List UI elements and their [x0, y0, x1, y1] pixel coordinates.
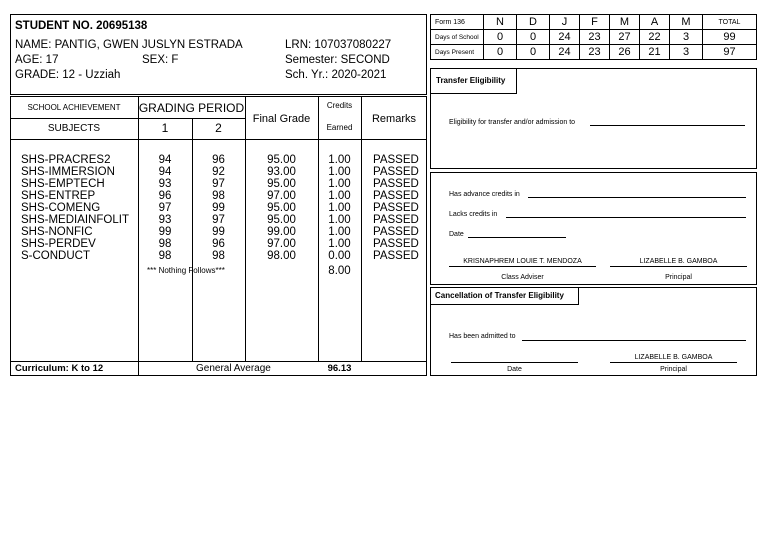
period-1-cell: 94 — [158, 166, 172, 178]
final-grade-column — [245, 154, 318, 262]
advance-credits-line — [528, 197, 746, 198]
month-dec: D — [517, 15, 550, 30]
cancellation-principal-role: Principal — [660, 366, 687, 373]
credits-cell: 1.00 — [328, 214, 351, 226]
days-present-label: Days Present — [431, 45, 484, 60]
month-jan: J — [550, 15, 580, 30]
month-nov: N — [484, 15, 517, 30]
days-present-value: 26 — [610, 45, 640, 60]
final-grade-cell: 97.00 — [267, 190, 296, 202]
final-grade-cell: 97.00 — [267, 238, 296, 250]
days-of-school-value: 3 — [670, 30, 703, 45]
student-sex: SEX: F — [142, 54, 179, 66]
month-apr: A — [640, 15, 670, 30]
days-of-school-value: 0 — [484, 30, 517, 45]
adviser-role: Class Adviser — [501, 274, 544, 281]
subject-cell: SHS-EMPTECH — [21, 178, 105, 190]
student-school-year: Sch. Yr.: 2020-2021 — [285, 69, 387, 81]
subject-cell: SHS-NONFIC — [21, 226, 93, 238]
student-number: STUDENT NO. 20695138 — [15, 20, 148, 32]
final-grade-cell: 95.00 — [267, 154, 296, 166]
final-grade-cell: 93.00 — [267, 166, 296, 178]
period-2-column — [192, 154, 245, 262]
period-2-cell: 96 — [212, 238, 225, 250]
transfer-principal-role: Principal — [665, 274, 692, 281]
remarks-cell: PASSED — [373, 202, 419, 214]
days-of-school-value: 24 — [550, 30, 580, 45]
transfer-principal-signature-line — [610, 266, 747, 267]
period-1-cell: 96 — [158, 190, 172, 202]
remarks-cell: PASSED — [373, 178, 419, 190]
student-age: AGE: 17 — [15, 54, 59, 66]
header-period-2: 2 — [215, 121, 222, 135]
days-present-value: 24 — [550, 45, 580, 60]
final-grade-cell: 95.00 — [267, 178, 296, 190]
period-2-cell: 92 — [212, 166, 225, 178]
transfer-principal-name: LIZABELLE B. GAMBOA — [639, 258, 718, 265]
remarks-column — [373, 154, 419, 262]
header-mid-line — [10, 118, 245, 119]
period-1-cell: 99 — [158, 226, 172, 238]
days-present-value: 21 — [640, 45, 670, 60]
student-semester: Semester: SECOND — [285, 54, 390, 66]
header-credits: Credits — [326, 101, 353, 110]
cancellation-date-label: Date — [507, 366, 522, 373]
cancellation-title: Cancellation of Transfer Eligibility — [435, 291, 564, 300]
general-average-value: 96.13 — [327, 363, 352, 374]
subject-cell: SHS-IMMERSION — [21, 166, 115, 178]
header-subjects: SUBJECTS — [47, 123, 101, 134]
days-present-value: 0 — [517, 45, 550, 60]
credits-cell: 1.00 — [328, 154, 351, 166]
credits-column — [318, 154, 361, 262]
col-divider-credits — [361, 96, 362, 362]
month-may: M — [670, 15, 703, 30]
days-of-school-value: 23 — [580, 30, 610, 45]
lacks-credits-label: Lacks credits in — [449, 211, 498, 218]
period-2-cell: 97 — [212, 214, 225, 226]
attendance-table — [430, 14, 757, 60]
adviser-name: KRISNAPHREM LOUIE T. MENDOZA — [463, 258, 582, 265]
credits-cell: 1.00 — [328, 226, 351, 238]
cancellation-principal-name: LIZABELLE B. GAMBOA — [634, 354, 713, 361]
remarks-cell: PASSED — [373, 226, 419, 238]
total-label: TOTAL — [703, 15, 757, 30]
header-remarks: Remarks — [371, 113, 416, 125]
curriculum-label: Curriculum: K to 12 — [15, 363, 104, 374]
final-grade-cell: 98.00 — [267, 250, 296, 262]
remarks-cell: PASSED — [373, 214, 419, 226]
remarks-cell: PASSED — [373, 190, 419, 202]
total-credits: 8.00 — [328, 265, 351, 277]
adviser-signature-line — [449, 266, 596, 267]
period-2-cell: 98 — [212, 190, 225, 202]
remarks-cell: PASSED — [373, 166, 419, 178]
period-2-cell: 98 — [212, 250, 225, 262]
days-present-total: 97 — [703, 45, 757, 60]
credits-box — [430, 172, 757, 285]
nothing-follows: *** Nothing Follows*** — [147, 266, 225, 275]
cancellation-principal-line — [610, 362, 737, 363]
period-1-cell: 98 — [158, 238, 172, 250]
admitted-line — [522, 340, 746, 341]
eligibility-text: Eligibility for transfer and/or admission to — [449, 119, 576, 126]
subject-cell: S-CONDUCT — [21, 250, 90, 262]
final-grade-cell: 95.00 — [267, 214, 296, 226]
transfer-eligibility-title: Transfer Eligibility — [436, 76, 506, 85]
period-1-cell: 93 — [158, 214, 172, 226]
student-grade: GRADE: 12 - Uzziah — [15, 69, 121, 81]
credits-cell: 1.00 — [328, 166, 351, 178]
days-present-value: 3 — [670, 45, 703, 60]
days-of-school-value: 22 — [640, 30, 670, 45]
days-of-school-value: 0 — [517, 30, 550, 45]
final-grade-cell: 95.00 — [267, 202, 296, 214]
admitted-label: Has been admitted to — [449, 333, 516, 340]
period-1-cell: 97 — [158, 202, 172, 214]
subject-cell: SHS-COMENG — [21, 202, 101, 214]
header-grading-period: GRADING PERIOD — [138, 101, 245, 115]
final-grade-cell: 99.00 — [267, 226, 296, 238]
credits-cell: 0.00 — [328, 250, 351, 262]
period-1-cell: 98 — [158, 250, 172, 262]
lacks-credits-line — [506, 217, 746, 218]
period-2-cell: 99 — [212, 226, 225, 238]
period-2-cell: 96 — [212, 154, 225, 166]
header-bottom-line — [10, 139, 427, 140]
eligibility-line — [590, 125, 745, 126]
header-earned: Earned — [326, 123, 353, 132]
period-1-cell: 94 — [158, 154, 172, 166]
student-lrn: LRN: 107037080227 — [285, 39, 392, 51]
credits-cell: 1.00 — [328, 238, 351, 250]
header-period-1: 1 — [161, 121, 169, 135]
form-label: Form 136 — [431, 15, 484, 30]
cancellation-date-line — [451, 362, 578, 363]
subject-cell: SHS-PERDEV — [21, 238, 96, 250]
footer-top-line — [10, 361, 427, 362]
days-of-school-value: 27 — [610, 30, 640, 45]
transfer-date-label: Date — [449, 231, 464, 238]
period-1-cell: 93 — [158, 178, 172, 190]
period-2-cell: 97 — [212, 178, 225, 190]
days-of-school-total: 99 — [703, 30, 757, 45]
transfer-date-line — [468, 237, 566, 238]
header-final-grade: Final Grade — [252, 113, 311, 125]
remarks-cell: PASSED — [373, 238, 419, 250]
subject-cell: SHS-PRACRES2 — [21, 154, 111, 166]
month-feb: F — [580, 15, 610, 30]
month-mar: M — [610, 15, 640, 30]
credits-cell: 1.00 — [328, 178, 351, 190]
period-1-column — [138, 154, 192, 262]
remarks-cell: PASSED — [373, 154, 419, 166]
days-present-value: 0 — [484, 45, 517, 60]
credits-cell: 1.00 — [328, 190, 351, 202]
period-2-cell: 99 — [212, 202, 225, 214]
credits-cell: 1.00 — [328, 202, 351, 214]
days-present-value: 23 — [580, 45, 610, 60]
days-of-school-label: Days of School — [431, 30, 484, 45]
general-average-label: General Average — [196, 363, 271, 374]
header-school-achievement: SCHOOL ACHIEVEMENT — [27, 103, 121, 112]
subject-cell: SHS-ENTREP — [21, 190, 96, 202]
student-name: NAME: PANTIG, GWEN JUSLYN ESTRADA — [15, 39, 243, 51]
advance-credits-label: Has advance credits in — [449, 191, 520, 198]
subjects-column — [21, 154, 129, 262]
remarks-cell: PASSED — [373, 250, 419, 262]
subject-cell: SHS-MEDIAINFOLIT — [21, 214, 129, 226]
